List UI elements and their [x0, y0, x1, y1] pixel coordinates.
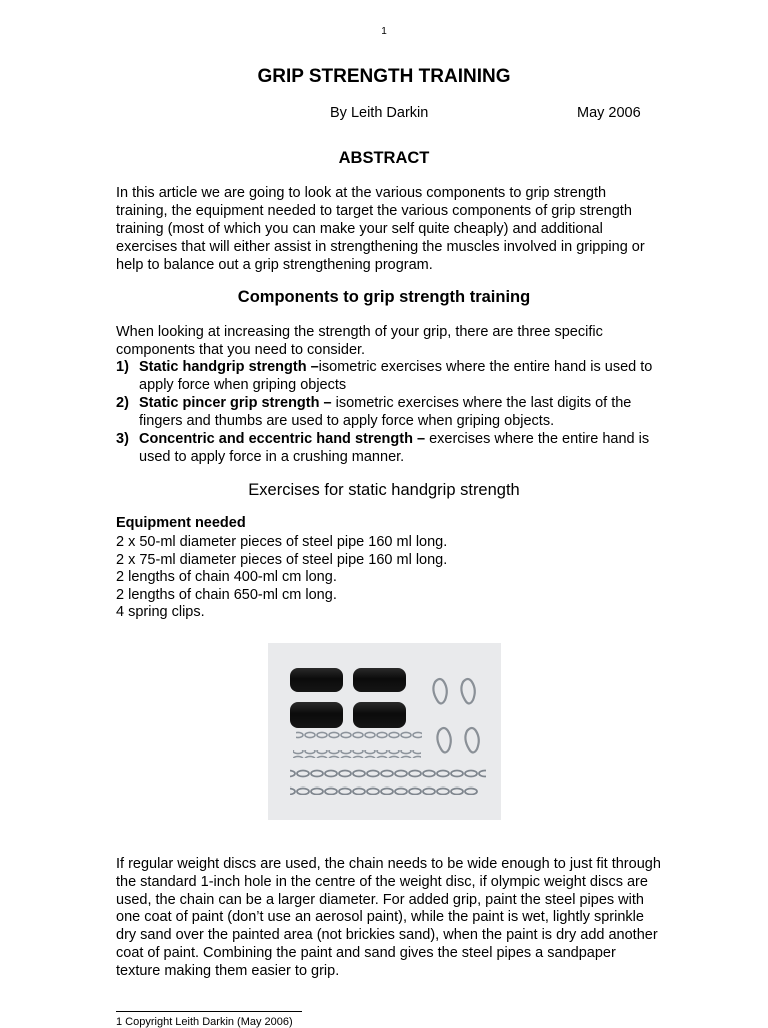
list-item-term: Static handgrip strength –	[139, 359, 319, 375]
publication-date: May 2006	[577, 105, 641, 121]
list-item-number: 3)	[116, 431, 129, 447]
list-item	[116, 358, 661, 394]
components-intro: When looking at increasing the strength of your grip, there are three specific components that you need to consider.	[116, 324, 603, 358]
list-item-description: isometric exercises where the entire hand is used to apply force when griping objects	[139, 359, 653, 393]
static-handgrip-heading: Exercises for static handgrip strength	[248, 481, 520, 499]
list-item	[116, 394, 661, 430]
equipment-item: 2 lengths of chain 650-ml cm long.	[116, 586, 337, 603]
equipment-item: 4 spring clips.	[116, 604, 205, 620]
footnote: 1 Copyright Leith Darkin (May 2006)	[116, 1016, 293, 1028]
equipment-item: 2 x 75-ml diameter pieces of steel pipe 160 ml long.	[116, 551, 448, 568]
list-item-term: Concentric and eccentric hand strength –	[139, 431, 426, 447]
abstract-paragraph: In this article we are going to look at the various components to grip strength training, the equipment needed to target the various components of grip strength training (most of which you can make your self quite cheaply) and additional exercises that will either assist in strengthening the muscles involved in gripping or help to balance out a grip strengthening program.	[116, 185, 645, 273]
author-byline: By Leith Darkin	[330, 105, 429, 121]
equipment-item: 2 x 50-ml diameter pieces of steel pipe 160 ml long.	[116, 534, 448, 550]
components-heading: Components to grip strength training	[237, 288, 531, 306]
list-item-term: Static pincer grip strength –	[139, 395, 332, 411]
page-number: 1	[381, 26, 387, 37]
list-item-number: 2)	[116, 395, 129, 411]
equipment-item: 2 lengths of chain 400-ml cm long.	[116, 569, 337, 585]
list-item-description: exercises where the entire hand is used to apply force in a crushing manner.	[139, 431, 650, 465]
body-paragraph: If regular weight discs are used, the chain needs to be wide enough to just fit through the standard 1-inch hole in the centre of the weight disc, if olympic weight discs are used, the chain can be a larger diameter. For added grip, paint the steel pipes with one coat of paint (don’t use an aerosol paint), while the paint is wet, lightly sprinkle dry sand over the painted area (not brickies sand), when the paint is dry add another coat of paint. Combining the paint and sand gives the steel pipes a sandpaper texture making them easier to grip.	[116, 856, 661, 979]
list-item-number: 1)	[116, 359, 129, 375]
abstract-heading: ABSTRACT	[338, 149, 430, 167]
equipment-heading: Equipment needed	[116, 515, 246, 531]
list-item-description: isometric exercises where the last digits of the fingers and thumbs are used to apply force when griping objects.	[139, 395, 632, 429]
equipment-photo	[268, 643, 501, 820]
footnote-divider	[116, 1011, 302, 1012]
equipment-list	[116, 534, 447, 622]
components-list	[116, 358, 661, 466]
list-item	[116, 430, 661, 466]
document-title: GRIP STRENGTH TRAINING	[257, 66, 511, 87]
